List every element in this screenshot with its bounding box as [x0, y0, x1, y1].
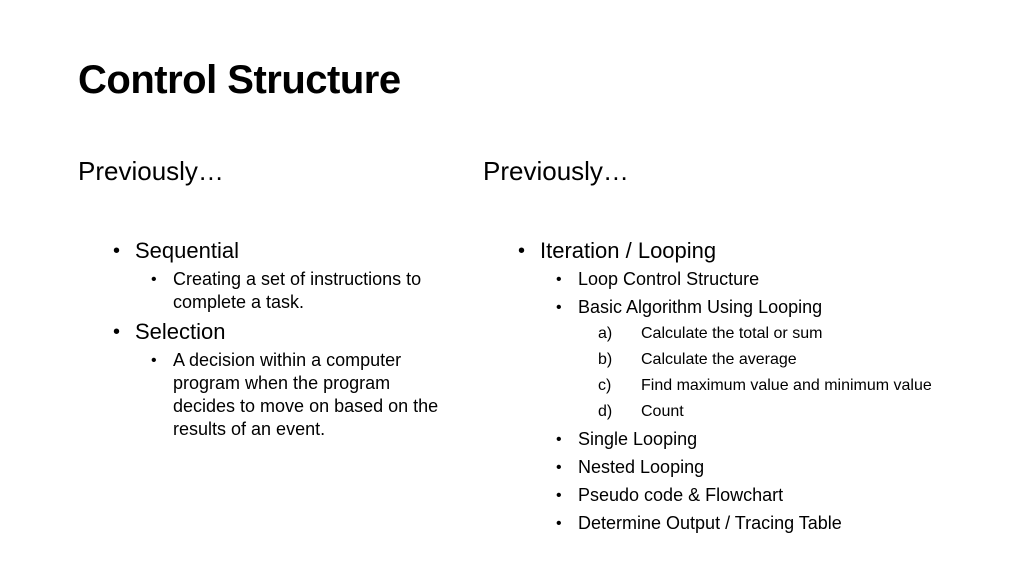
bullet-selection	[113, 319, 453, 345]
right-column-heading: Previously…	[483, 156, 629, 186]
algorithm-item	[598, 376, 998, 396]
left-column-heading: Previously…	[78, 156, 224, 186]
slide-title: Control Structure	[78, 58, 401, 102]
sub-bullet: • A decision within a computer program when the program decides to move on based on the results of an event.	[151, 349, 453, 441]
right-bullet-list	[518, 238, 998, 540]
algorithm-item	[598, 402, 998, 422]
sub-bullet: • Single Looping	[556, 428, 998, 451]
list-marker: c)	[598, 377, 612, 394]
sub-bullet: • Loop Control Structure	[556, 268, 998, 291]
bullet-label: Selection	[135, 319, 226, 344]
algorithm-item	[598, 350, 998, 370]
sub-bullet: • Basic Algorithm Using Looping	[556, 296, 998, 319]
bullet-label: Sequential	[135, 238, 239, 263]
bullet-iteration: • Iteration / Looping	[518, 238, 998, 264]
algorithm-text: Find maximum value and minimum value	[641, 377, 932, 394]
list-marker: d)	[598, 403, 613, 420]
sub-bullet: • Pseudo code & Flowchart	[556, 484, 998, 507]
sub-bullet: • Creating a set of instructions to complete a task.	[151, 268, 453, 314]
bullet-sequential	[113, 238, 453, 264]
sub-bullet: • Nested Looping	[556, 456, 998, 479]
list-marker: a)	[598, 325, 613, 342]
sub-bullet: • Determine Output / Tracing Table	[556, 512, 998, 535]
algorithm-text: Calculate the average	[641, 351, 797, 368]
left-bullet-list	[113, 238, 453, 446]
algorithm-text: Count	[641, 403, 684, 420]
algorithm-item	[598, 324, 998, 344]
list-marker: b)	[598, 351, 613, 368]
algorithm-text: Calculate the total or sum	[641, 325, 823, 342]
